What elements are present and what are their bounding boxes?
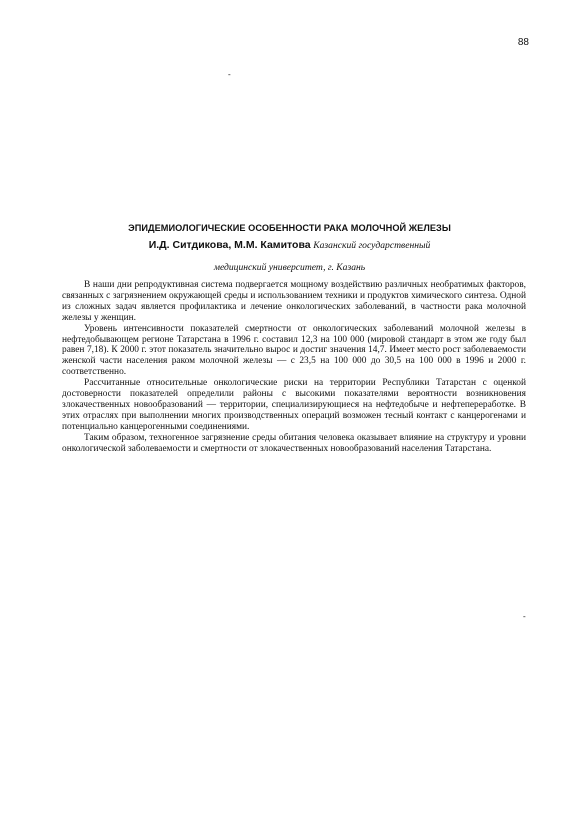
page-mark-top: - — [228, 70, 231, 79]
page-number: 88 — [517, 37, 529, 48]
paragraph: В наши дни репродуктивная система подвергается мощному воздействию различных необратимых факторов, связанных с загрязнением окружающей среды и использованием техники и продуктов химического синтеза. Одной из сложных задач является профилактика и лечение онкологических заболеваний, в частности рака молочной железы у женщин. — [62, 280, 526, 323]
article-title: ЭПИДЕМИОЛОГИЧЕСКИЕ ОСОБЕННОСТИ РАКА МОЛОЧНОЙ ЖЕЛЕЗЫ — [128, 223, 451, 233]
paragraph: Таким образом, техногенное загрязнение среды обитания человека оказывает влияние на структуру и уровни онкологической заболеваемости и смертности от злокачественных новообразований населения Татарстана. — [62, 432, 526, 454]
paragraph: Рассчитанные относительные онкологические риски на территории Республики Татарстан с оценкой достоверности показателей определили районы с высокими показателями вероятности возникновения злокачественных новообразований — территории, специализирующиеся на нефтедобыче и нефтепереработке. В этих отраслях при выполнении многих производственных операций возможен тесный контакт с канцерогенами и потенциально канцерогенными соединениями. — [62, 378, 526, 432]
affiliation-part-1: Казанский государственный — [313, 240, 431, 251]
author-names: И.Д. Ситдикова, М.М. Камитова — [148, 239, 311, 251]
article-byline — [0, 239, 579, 252]
affiliation-part-2: медицинский университет, г. Казань — [213, 262, 366, 273]
article-body — [62, 280, 526, 455]
paragraph: Уровень интенсивности показателей смертности от онкологических заболеваний молочной железы в нефтедобывающем регионе Татарстана в 1996 г. составил 12,3 на 100 000 (мировой стандарт в этом же году был равен 7,18). К 2000 г. этот показатель значительно вырос и достиг значения 14,7. Имеет место рост заболеваемости женской части населения раком молочной железы — с 23,5 на 100 000 до 30,5 на 100 000 в 1996 и 2000 г. соответственно. — [62, 323, 526, 378]
page-mark-bottom: - — [523, 612, 526, 621]
